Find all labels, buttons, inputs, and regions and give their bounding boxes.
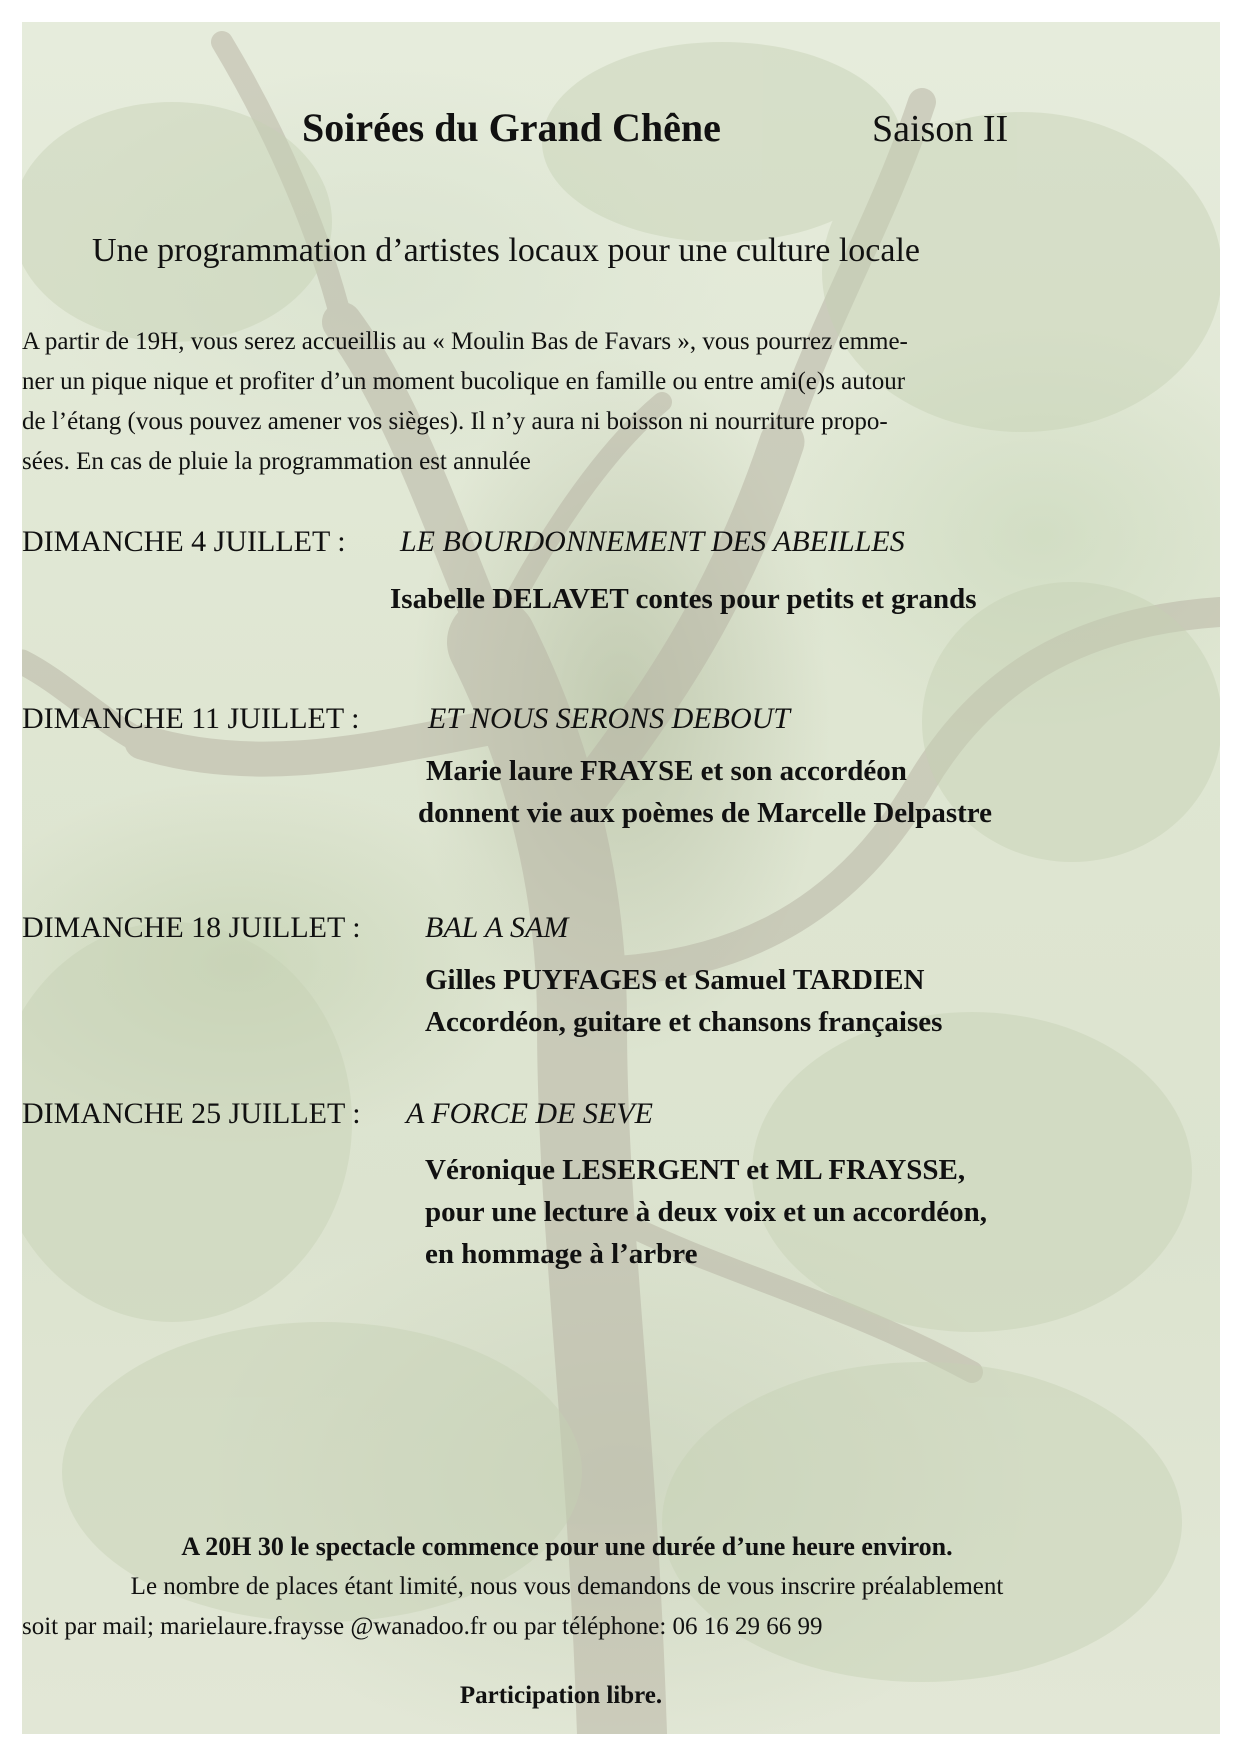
event-artist-line: pour une lecture à deux voix et un accordéon, bbox=[425, 1196, 988, 1228]
poster-subtitle: Une programmation d’artistes locaux pour une culture locale bbox=[92, 232, 920, 269]
event-artist-line: en hommage à l’arbre bbox=[425, 1238, 698, 1270]
event-date: DIMANCHE 18 JUILLET : bbox=[22, 911, 361, 944]
event-date: DIMANCHE 4 JUILLET : bbox=[22, 525, 346, 558]
poster-title: Soirées du Grand Chêne bbox=[302, 105, 721, 150]
event-artist bbox=[425, 1149, 987, 1275]
intro-line: A partir de 19H, vous serez accueillis au « Moulin Bas de Favars », vous pourrez emme- bbox=[22, 328, 908, 355]
poster-page bbox=[22, 22, 1220, 1734]
event-artist bbox=[425, 959, 942, 1043]
contact-info: soit par mail; marielaure.fraysse @wanadoo.fr ou par téléphone: 06 16 29 66 99 bbox=[22, 1613, 823, 1640]
event-artist-line: donnent vie aux poèmes de Marcelle Delpastre bbox=[418, 797, 993, 829]
event-artist-line: Véronique LESERGENT et ML FRAYSSE, bbox=[425, 1154, 966, 1186]
event-artist-line: Isabelle DELAVET contes pour petits et grands bbox=[390, 583, 977, 615]
start-time-note: A 20H 30 le spectacle commence pour une durée d’une heure environ. bbox=[181, 1532, 953, 1561]
oak-tree-background-image bbox=[22, 22, 1220, 1734]
season-label: Saison II bbox=[872, 108, 1009, 150]
event-artist bbox=[390, 578, 977, 620]
intro-paragraph bbox=[22, 322, 908, 482]
event-title: A FORCE DE SEVE bbox=[406, 1097, 653, 1130]
event-artist-line: Marie laure FRAYSE et son accordéon bbox=[426, 755, 907, 787]
registration-note: Le nombre de places étant limité, nous vous demandons de vous inscrire préalablement bbox=[130, 1573, 1004, 1600]
event-date: DIMANCHE 25 JUILLET : bbox=[22, 1097, 361, 1130]
event-date: DIMANCHE 11 JUILLET : bbox=[22, 702, 360, 735]
event-artist-line: Gilles PUYFAGES et Samuel TARDIEN bbox=[425, 964, 925, 996]
event-artist-line: Accordéon, guitare et chansons françaises bbox=[425, 1006, 943, 1038]
event-title: ET NOUS SERONS DEBOUT bbox=[428, 702, 790, 735]
intro-line: ner un pique nique et profiter d’un moment bucolique en famille ou entre ami(e)s autour bbox=[22, 368, 906, 395]
event-title: BAL A SAM bbox=[425, 911, 569, 944]
participation-note: Participation libre. bbox=[459, 1682, 663, 1709]
intro-line: de l’étang (vous pouvez amener vos sièges). Il n’y aura ni boisson ni nourriture propo- bbox=[22, 408, 888, 435]
footer-info bbox=[22, 1527, 1112, 1647]
event-artist bbox=[418, 750, 992, 834]
event-title: LE BOURDONNEMENT DES ABEILLES bbox=[400, 525, 905, 558]
intro-line: sées. En cas de pluie la programmation est annulée bbox=[22, 448, 531, 475]
